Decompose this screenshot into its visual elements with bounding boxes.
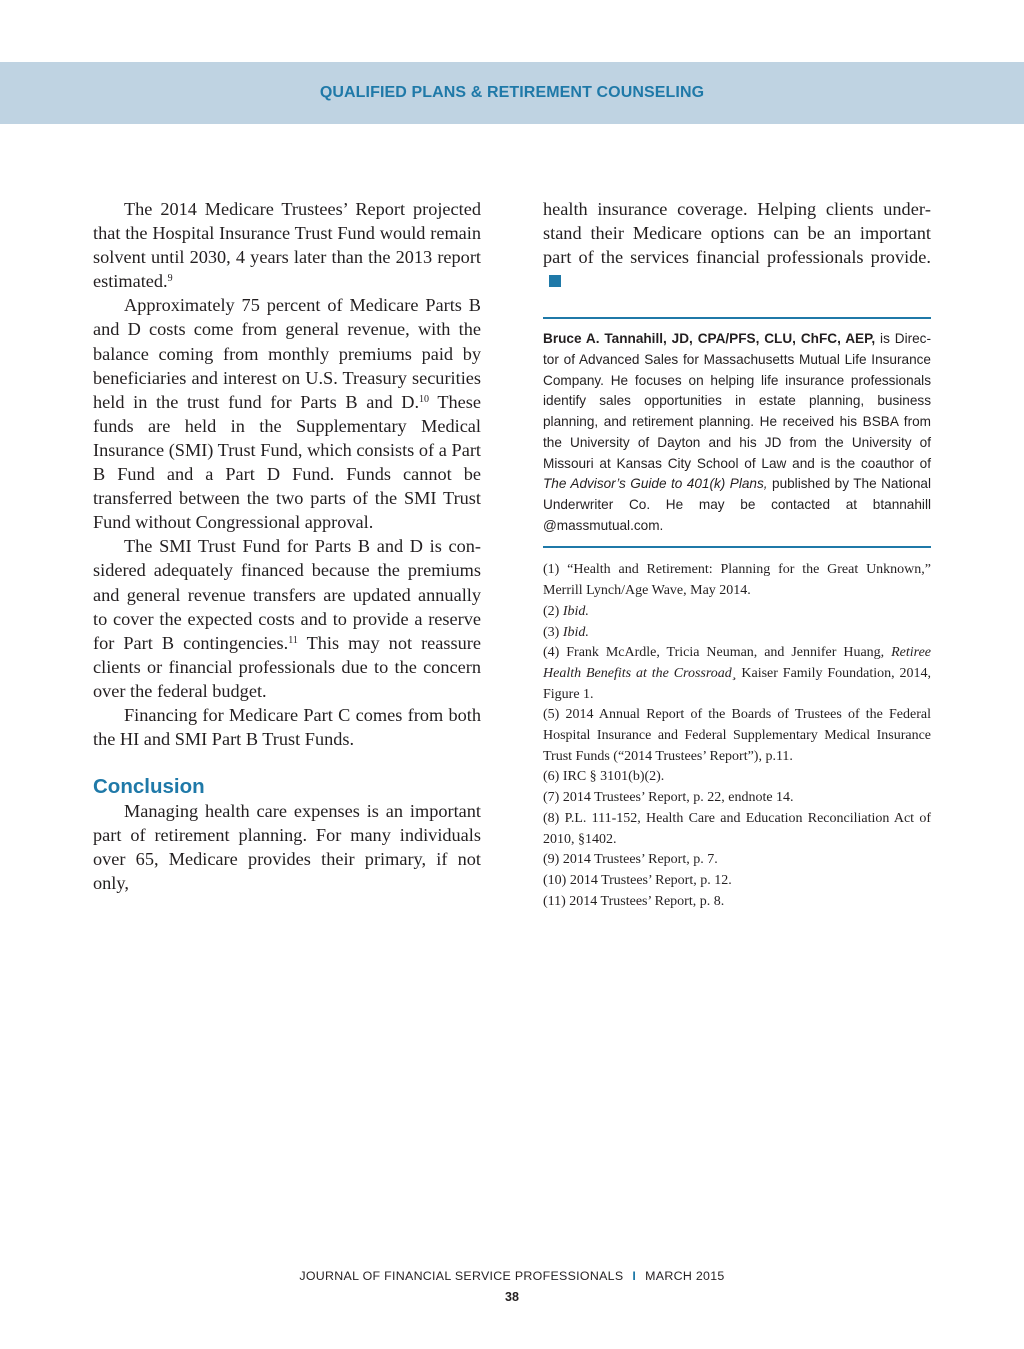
paragraph-trustees-report <box>93 197 481 293</box>
issue-date: MARCH 2015 <box>645 1269 725 1283</box>
endnote-text: (3) <box>543 624 563 640</box>
paragraph-text: Approximately 75 percent of Medicare Parts B and D costs come from general revenue, with the balance coming from monthly premiums paid by beneficiaries and interest on U.S. Treasury securities held in the trust fund for Parts B and D. <box>93 295 481 412</box>
bio-text: published by The National Underwriter Co. He may be contacted at btannahill @massmutual.com. <box>543 476 931 533</box>
endnote-text: (6) IRC § 3101(b)(2). <box>543 769 665 785</box>
paragraph-text: This may not reassure clients or financial professionals due to the concern over the federal budget. <box>93 632 481 701</box>
endnote-text: (9) 2014 Trustees’ Report, p. 7. <box>543 852 718 868</box>
endnote-text: (10) 2014 Trustees’ Report, p. 12. <box>543 872 732 888</box>
bio-top-rule <box>543 317 931 319</box>
endnote-item <box>543 892 931 913</box>
bio-text: is Director of Advanced Sales for Massachusetts Mutual Life Insurance Company. He focuses on helping life insurance professionals identify sales opportunities in estate planning, business planning, and retirement planning. He received his BSBA from the University of Dayton and his JD from the University of Missouri at Kansas City School of Law and is the coauthor of <box>543 331 931 471</box>
endnote-text: Kaiser Family Foundation, 2014, Figure 1. <box>543 665 931 702</box>
footnote-ref[interactable]: 10 <box>419 393 430 405</box>
footnote-ref[interactable]: 9 <box>167 273 173 285</box>
bio-bottom-rule <box>543 546 931 548</box>
author-name: Bruce A. Tannahill, JD, CPA/PFS, CLU, ChFC, AEP, <box>543 331 876 347</box>
endnote-item <box>543 809 931 850</box>
end-of-article-square-icon <box>549 275 561 287</box>
endnote-item <box>543 788 931 809</box>
paragraph-parts-b-d-costs <box>93 293 481 534</box>
endnote-item <box>543 602 931 623</box>
conclusion-heading: Conclusion <box>93 775 205 799</box>
endnote-italic: Retiree Health Benefits at the Crossroad¸ <box>543 645 931 681</box>
page-number: 38 <box>505 1290 519 1304</box>
footer-separator: I <box>632 1269 637 1283</box>
left-column <box>93 197 481 896</box>
endnote-text: (2) <box>543 603 563 619</box>
endnote-text: (5) 2014 Annual Report of the Boards of Trustees of the Federal Hospital Insurance and Federal Supplementary Medical Insurance Trust Funds (“2014 Trustees’ Report”), p.11. <box>543 707 931 764</box>
paragraph-conclusion: Managing health care expenses is an important part of retirement planning. For many individuals over 65, Medicare provides their primary, if not only, <box>93 801 481 894</box>
paragraph-text: health insurance coverage. Helping clients understand their Medicare options can be an important part of the services financial professionals provide. <box>543 199 931 268</box>
endnote-italic: Ibid. <box>562 603 589 619</box>
endnote-item <box>543 850 931 871</box>
endnote-item <box>543 871 931 892</box>
section-header-title: QUALIFIED PLANS & RETIREMENT COUNSELING <box>319 84 705 101</box>
endnote-item <box>543 767 931 788</box>
right-column <box>543 197 931 912</box>
footnote-ref[interactable]: 11 <box>288 634 298 646</box>
endnotes-list <box>543 560 931 912</box>
journal-name: JOURNAL OF FINANCIAL SERVICE PROFESSIONALS <box>299 1269 624 1283</box>
endnote-item <box>543 643 931 705</box>
endnote-italic: Ibid. <box>562 624 589 640</box>
endnote-text: (11) 2014 Trustees’ Report, p. 8. <box>543 893 725 909</box>
paragraph-part-c-financing: Financing for Medicare Part C comes from both the HI and SMI Part B Trust Funds. <box>93 704 481 750</box>
endnote-text: (4) Frank McArdle, Tricia Neuman, and Jennifer Huang, <box>543 645 892 661</box>
paragraph-text: The SMI Trust Fund for Parts B and D is considered adequately financed because the premiums and general revenue transfers are updated annually to cover the expected costs and to provide a reserve for Part B contingencies. <box>93 536 481 653</box>
book-title: The Advisor’s Guide to 401(k) Plans, <box>543 476 768 492</box>
paragraph-continuation <box>543 197 931 293</box>
endnote-item <box>543 705 931 767</box>
endnote-item <box>543 623 931 644</box>
endnote-text: (8) P.L. 111-152, Health Care and Education Reconciliation Act of 2010, §1402. <box>543 810 931 847</box>
endnote-text: (7) 2014 Trustees’ Report, p. 22, endnote 14. <box>543 790 794 806</box>
paragraph-text: These funds are held in the Supplementary Medical Insurance (SMI) Trust Fund, which consists of a Part B Fund and a Part D Fund. Funds cannot be transferred between the two parts of the SMI Trust Fund without Congressional approval. <box>93 391 481 533</box>
paragraph-text: The 2014 Medicare Trustees’ Report projected that the Hospital Insurance Trust Fund would remain solvent until 2030, 4 years later than the 2013 report estimated. <box>93 199 481 292</box>
footer-journal-line <box>0 1269 1024 1283</box>
endnote-item <box>543 560 931 601</box>
paragraph-smi-financing <box>93 534 481 703</box>
endnote-text: (1) “Health and Retirement: Planning for the Great Unknown,” Merrill Lynch/Age Wave, May 2014. <box>543 562 931 599</box>
author-bio <box>543 329 931 536</box>
